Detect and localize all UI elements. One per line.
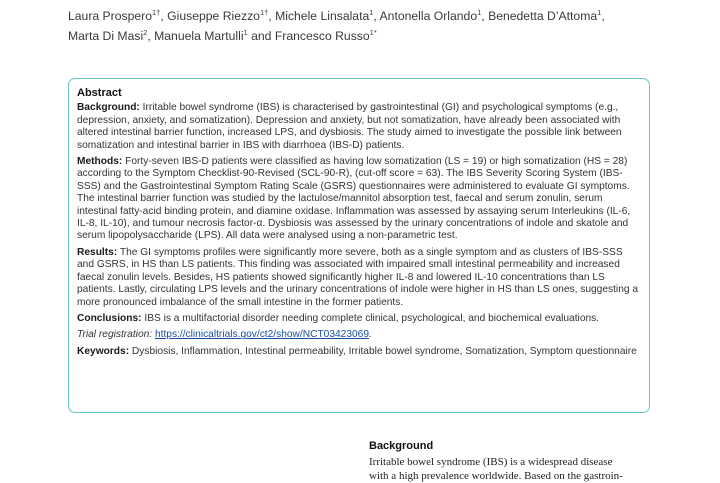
author-list bbox=[68, 6, 658, 46]
background-text: Irritable bowel syndrome (IBS) is characterised by gastrointestinal (GI) and psychological symptoms (e.g., depression, anxiety, and somatization). Depression and anxiety, but not somatization, have already been associated with altered intestinal barrier function, increased LPS, and dysbiosis. The study aimed to investigate the possible link between somatization and intestinal barrier in IBS with diarrhoea (IBS-D) patients. bbox=[77, 102, 622, 151]
author-name: Manuela Martulli bbox=[154, 29, 244, 43]
author-separator: , bbox=[373, 9, 380, 23]
author-affiliation: 1 bbox=[477, 8, 482, 17]
author-separator: , bbox=[268, 9, 276, 23]
author-separator: , bbox=[481, 9, 489, 23]
abstract-box bbox=[68, 78, 650, 413]
body-line: with a high prevalence worldwide. Based on the gastroin- bbox=[369, 470, 623, 482]
author-line-1: Laura Prospero$^{1\dagger}$, Giuseppe Riezzo$^{1\dagger}$, Michele Linsalata$^1$, Antonella Orlando$^1$, Benedetta D’Attoma$^1$, bbox=[68, 8, 605, 23]
author-name: Antonella Orlando bbox=[379, 9, 478, 23]
author-name: Giuseppe Riezzo bbox=[167, 9, 260, 23]
abstract-background bbox=[77, 102, 641, 152]
author-affiliation: 1 bbox=[597, 8, 602, 17]
author-line-2 bbox=[68, 26, 658, 46]
conclusions-label: Conclusions: bbox=[77, 312, 142, 324]
results-text: The GI symptoms profiles were significantly more severe, both as a single symptom and as clusters of IBS-SSS and GSRS, in HS than LS patients. This finding was associated with impaired small intestinal permeability and increased faecal zonulin levels. Besides, HS patients showed significantly higher IL-8 and lowered IL-10 concentrations than LS patients. Lastly, circulating LPS levels and the urinary concentrations of indole were higher in HS than LS ones, suggesting a more pronounced imbalance of the small intestine in the former patients. bbox=[77, 246, 639, 308]
author-affiliation: 1† bbox=[259, 8, 269, 17]
author-and: and bbox=[247, 29, 275, 43]
trial-registration-link[interactable]: https://clinicaltrials.gov/ct2/show/NCT03423069 bbox=[154, 329, 369, 341]
abstract-title: Abstract bbox=[77, 87, 122, 99]
keywords-text: Dysbiosis, Inflammation, Intestinal permeability, Irritable bowel syndrome, Somatization, Symptom questionnaire bbox=[129, 345, 637, 357]
author-separator: , bbox=[160, 9, 168, 23]
author-name: Laura Prospero bbox=[68, 9, 153, 23]
body-line: Irritable bowel syndrome (IBS) is a widespread disease bbox=[369, 456, 613, 468]
conclusions-text: IBS is a multifactorial disorder needing complete clinical, psychological, and biochemical evaluations. bbox=[141, 312, 600, 324]
author-affiliation: 1* bbox=[369, 28, 377, 37]
author-affiliation: 1† bbox=[152, 8, 161, 17]
trial-end: . bbox=[369, 329, 372, 341]
abstract-methods bbox=[77, 156, 641, 243]
author-affiliation: 2 bbox=[143, 28, 148, 37]
abstract-conclusions bbox=[77, 313, 641, 325]
background-label: Background: bbox=[77, 102, 140, 114]
author-name: Benedetta D’Attoma bbox=[488, 9, 598, 23]
keywords-label: Keywords: bbox=[77, 345, 130, 357]
body-section-heading: Background bbox=[369, 440, 434, 452]
results-label: Results: bbox=[77, 246, 118, 258]
author-affiliation: 1 bbox=[243, 28, 248, 37]
author-name: Francesco Russo bbox=[274, 29, 370, 43]
author-name: Marta Di Masi bbox=[68, 29, 144, 43]
author-affiliation: 1 bbox=[369, 8, 374, 17]
abstract-keywords bbox=[77, 346, 641, 358]
trial-label: Trial registration: bbox=[77, 329, 153, 341]
methods-text: Forty-seven IBS-D patients were classified as having low somatization (LS = 19) or high somatization (HS = 28) according to the Symptom Checklist-90-Revised (SCL-90-R), (cut-off score = 63). The IBS Severity Scoring System (IBS-SSS) and the Gastrointestinal Symptom Rating Scale (GSRS) questionnaires were administered to evaluate GI symptoms. The intestinal barrier function was studied by the lactulose/mannitol absorption test, faecal and serum zonulin, serum intestinal fatty-acid binding protein, and diamine oxidase. Inflammation was assessed by assaying serum Interleukins (IL-6, IL-8, IL-10), and tumour necrosis factor-α. Dysbiosis was assessed by the urinary concentrations of indole and skatole and serum lipopolysaccharide (LPS). All data were analysed using a non-parametric test. bbox=[77, 156, 631, 242]
body-paragraph bbox=[369, 455, 653, 483]
trial-registration bbox=[77, 329, 641, 341]
abstract-results bbox=[77, 247, 641, 309]
author-name: Michele Linsalata bbox=[275, 9, 370, 23]
methods-label: Methods: bbox=[77, 156, 123, 168]
author-separator: , bbox=[147, 29, 155, 43]
